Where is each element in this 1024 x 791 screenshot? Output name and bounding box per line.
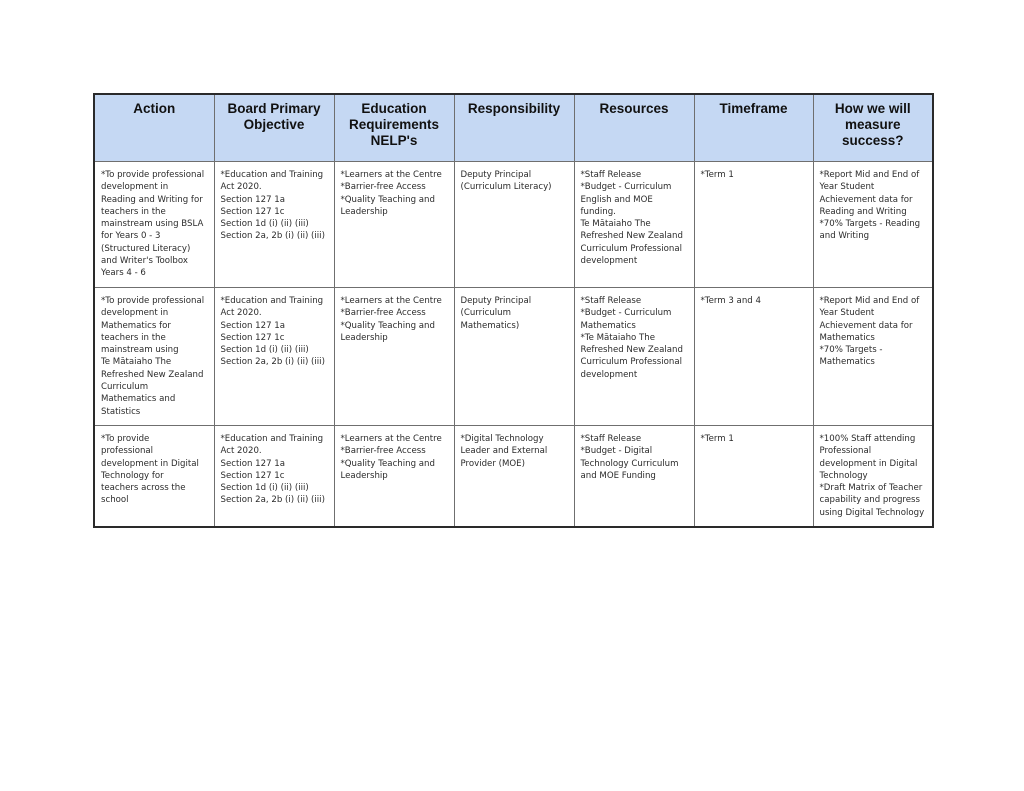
cell-nelp: *Learners at the Centre *Barrier-free Access *Quality Teaching and Leadership	[334, 162, 454, 288]
header-resources: Resources	[574, 94, 694, 162]
cell-action: *To provide professional development in Mathematics for teachers in the mainstream using Te Mātaiaho The Refreshed New Zealand Curriculum Mathematics and Statistics	[94, 288, 214, 426]
cell-resources: *Staff Release *Budget - Curriculum Mathematics *Te Mātaiaho The Refreshed New Zealand Curriculum Professional development	[574, 288, 694, 426]
header-measure-success: How we will measure success?	[813, 94, 933, 162]
header-timeframe: Timeframe	[694, 94, 813, 162]
header-responsibility: Responsibility	[454, 94, 574, 162]
cell-timeframe: *Term 3 and 4	[694, 288, 813, 426]
header-row	[94, 94, 933, 162]
header-action: Action	[94, 94, 214, 162]
cell-timeframe: *Term 1	[694, 162, 813, 288]
cell-nelp: *Learners at the Centre *Barrier-free Access *Quality Teaching and Leadership	[334, 288, 454, 426]
cell-responsibility: Deputy Principal (Curriculum Literacy)	[454, 162, 574, 288]
cell-success: *Report Mid and End of Year Student Achievement data for Reading and Writing *70% Targets - Reading and Writing	[813, 162, 933, 288]
table-row-literacy	[94, 162, 933, 288]
cell-objective: *Education and Training Act 2020. Section 127 1a Section 127 1c Section 1d (i) (ii) (iii) Section 2a, 2b (i) (ii) (iii)	[214, 426, 334, 528]
cell-responsibility: Deputy Principal (Curriculum Mathematics)	[454, 288, 574, 426]
header-education-requirements: Education Requirements NELP's	[334, 94, 454, 162]
cell-action: *To provide professional development in Reading and Writing for teachers in the mainstream using BSLA for Years 0 - 3 (Structured Literacy) and Writer's Toolbox Years 4 - 6	[94, 162, 214, 288]
cell-objective: *Education and Training Act 2020. Section 127 1a Section 127 1c Section 1d (i) (ii) (iii) Section 2a, 2b (i) (ii) (iii)	[214, 162, 334, 288]
cell-success: *Report Mid and End of Year Student Achievement data for Mathematics *70% Targets - Mathematics	[813, 288, 933, 426]
cell-resources: *Staff Release *Budget - Curriculum English and MOE funding. Te Mātaiaho The Refreshed New Zealand Curriculum Professional development	[574, 162, 694, 288]
cell-success: *100% Staff attending Professional development in Digital Technology *Draft Matrix of Teacher capability and progress using Digital Technology	[813, 426, 933, 528]
cell-responsibility: *Digital Technology Leader and External Provider (MOE)	[454, 426, 574, 528]
cell-resources: *Staff Release *Budget - Digital Technology Curriculum and MOE Funding	[574, 426, 694, 528]
cell-action: *To provide professional development in Digital Technology for teachers across the school	[94, 426, 214, 528]
cell-objective: *Education and Training Act 2020. Section 127 1a Section 127 1c Section 1d (i) (ii) (iii) Section 2a, 2b (i) (ii) (iii)	[214, 288, 334, 426]
cell-timeframe: *Term 1	[694, 426, 813, 528]
header-board-primary-objective: Board Primary Objective	[214, 94, 334, 162]
table-row-mathematics	[94, 288, 933, 426]
action-plan-table	[93, 93, 934, 528]
cell-nelp: *Learners at the Centre *Barrier-free Access *Quality Teaching and Leadership	[334, 426, 454, 528]
table-row-digital-technology	[94, 426, 933, 528]
